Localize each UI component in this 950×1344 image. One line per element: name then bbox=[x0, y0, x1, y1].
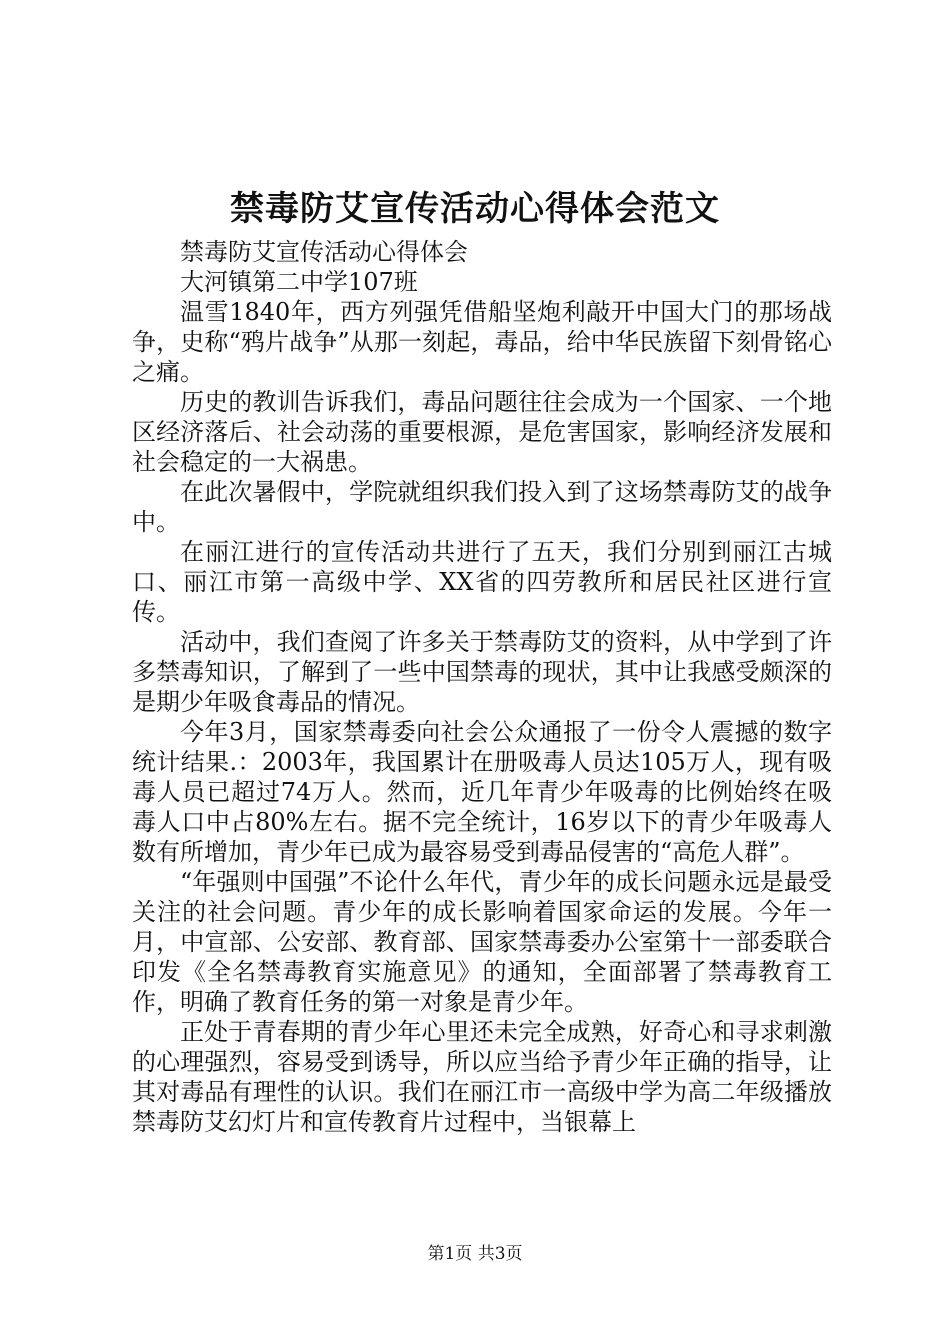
page-footer: 第1页 共3页 bbox=[427, 1244, 523, 1264]
document-title: 禁毒防艾宣传活动心得体会范文 bbox=[230, 189, 720, 229]
paragraph: 历史的教训告诉我们，毒品问题往往会成为一个国家、一个地区经济落后、社会动荡的重要根源，是危害国家，影响经济发展和社会稳定的一大祸患。 bbox=[132, 388, 832, 476]
paragraph: 在丽江进行的宣传活动共进行了五天，我们分别到丽江古城口、丽江市第一高级中学、XX省的四劳教所和居民社区进行宣传。 bbox=[132, 538, 832, 626]
paragraph-subtitle: 禁毒防艾宣传活动心得体会 bbox=[180, 238, 468, 266]
paragraph: 活动中，我们查阅了许多关于禁毒防艾的资料，从中学到了许多禁毒知识，了解到了一些中国禁毒的现状，其中让我感受颇深的是期少年吸食毒品的情况。 bbox=[132, 628, 832, 716]
paragraph: 今年3月，国家禁毒委向社会公众通报了一份令人震撼的数字统计结果.：2003年，我国累计在册吸毒人员达105万人，现有吸毒人员已超过74万人。然而，近几年青少年吸毒的比例始终在吸毒人口中占80%左右。据不完全统计，16岁以下的青少年吸毒人数有所增加，青少年已成为最容易受到毒品侵害的“高危人群”。 bbox=[132, 718, 832, 866]
paragraph: 温雪1840年，西方列强凭借船坚炮利敲开中国大门的那场战争，史称“鸦片战争”从那一刻起，毒品，给中华民族留下刻骨铭心之痛。 bbox=[132, 298, 832, 386]
paragraph-author: 大河镇第二中学107班 bbox=[180, 268, 418, 296]
paragraph: 正处于青春期的青少年心里还未完全成熟，好奇心和寻求刺激的心理强烈，容易受到诱导，所以应当给予青少年正确的指导，让其对毒品有理性的认识。我们在丽江市一高级中学为高二年级播放禁毒防艾幻灯片和宣传教育片过程中，当银幕上 bbox=[132, 1018, 832, 1136]
document-body bbox=[132, 237, 832, 1137]
paragraph: 在此次暑假中，学院就组织我们投入到了这场禁毒防艾的战争中。 bbox=[132, 478, 832, 536]
paragraph: “年强则中国强”不论什么年代，青少年的成长问题永远是最受关注的社会问题。青少年的成长影响着国家命运的发展。今年一月，中宣部、公安部、教育部、国家禁毒委办公室第十一部委联合印发《全名禁毒教育实施意见》的通知，全面部署了禁毒教育工作，明确了教育任务的第一对象是青少年。 bbox=[132, 868, 832, 1016]
